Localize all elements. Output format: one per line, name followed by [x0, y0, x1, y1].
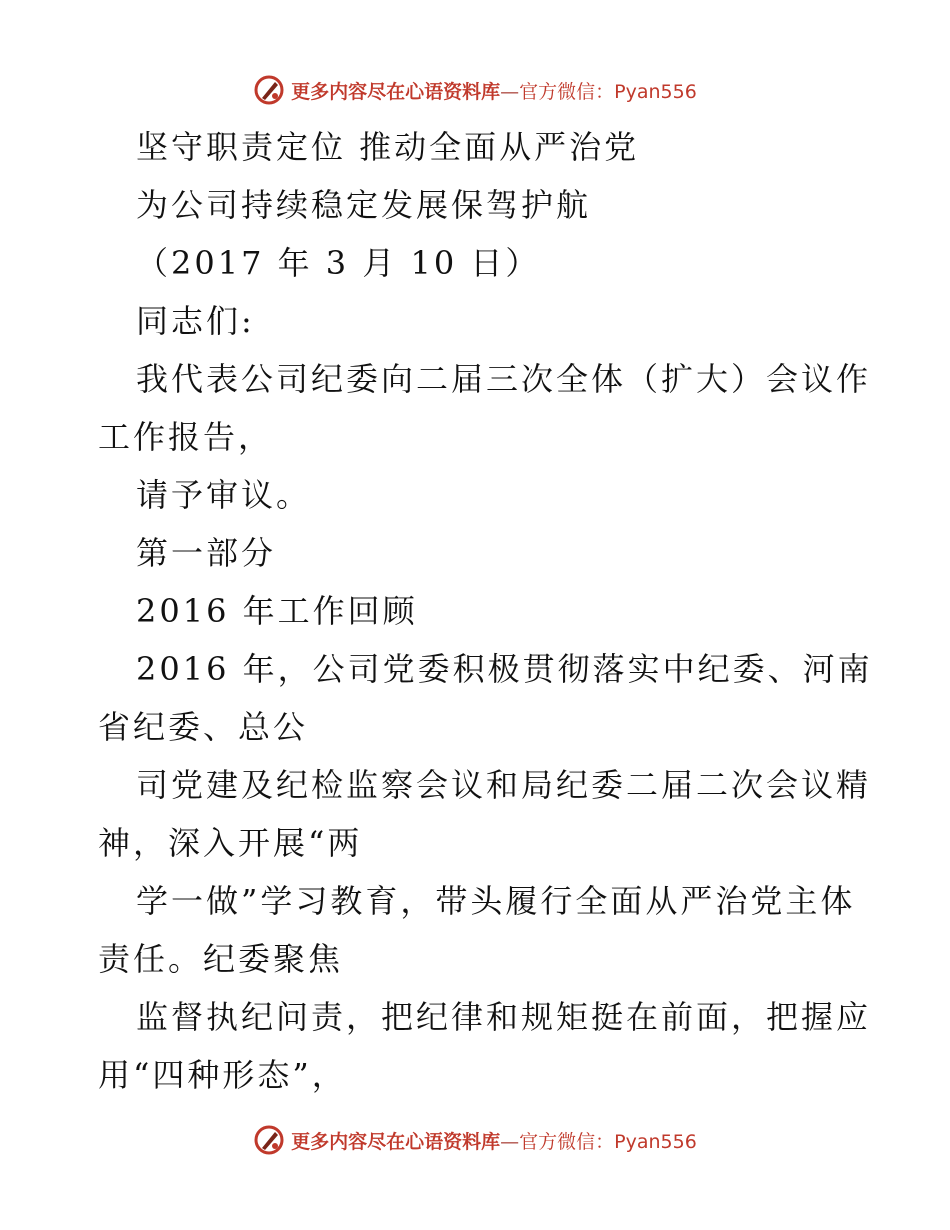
text-line: 学一做”学习教育，带头履行全面从严治党主体 — [136, 882, 856, 920]
text-line: 请予审议。 — [136, 476, 312, 514]
text-line: 同志们: — [136, 302, 255, 340]
text-line: 司党建及纪检监察会议和局纪委二届二次会议精 — [136, 766, 872, 804]
document-body — [98, 118, 873, 1104]
text-line: 工作报告， — [98, 418, 274, 456]
text-line: 监督执纪问责，把纪律和规矩挺在前面，把握应 — [136, 998, 872, 1036]
watermark-dash: — — [500, 1130, 520, 1153]
watermark-dash: — — [500, 80, 520, 103]
text-line: 神，深入开展“两 — [98, 824, 363, 862]
text-line: 用“四种形态”， — [98, 1056, 347, 1094]
watermark-side: 官方微信：Pyan556 — [519, 1130, 697, 1153]
watermark-text — [291, 1127, 697, 1154]
text-line: 坚守职责定位 推动全面从严治党 — [136, 128, 640, 166]
text-line: 2016 年，公司党委积极贯彻落实中纪委、河南 — [136, 650, 873, 688]
text-line: 2016 年工作回顾 — [136, 592, 418, 630]
text-line: 省纪委、总公 — [98, 708, 309, 746]
watermark-main: 更多内容尽在心语资料库 — [291, 1130, 501, 1153]
watermark-side: 官方微信：Pyan556 — [519, 80, 697, 103]
header-watermark — [0, 72, 950, 108]
text-line: （2017 年 3 月 10 日） — [136, 244, 541, 282]
text-line: 为公司持续稳定发展保驾护航 — [136, 186, 592, 224]
quill-logo-icon — [253, 74, 285, 106]
quill-logo-icon — [253, 1124, 285, 1156]
watermark-main: 更多内容尽在心语资料库 — [291, 80, 501, 103]
text-line: 责任。纪委聚焦 — [98, 940, 344, 978]
text-line: 我代表公司纪委向二届三次全体（扩大）会议作 — [136, 360, 872, 398]
text-line: 第一部分 — [136, 534, 277, 572]
footer-watermark — [0, 1122, 950, 1158]
watermark-text — [291, 77, 697, 104]
